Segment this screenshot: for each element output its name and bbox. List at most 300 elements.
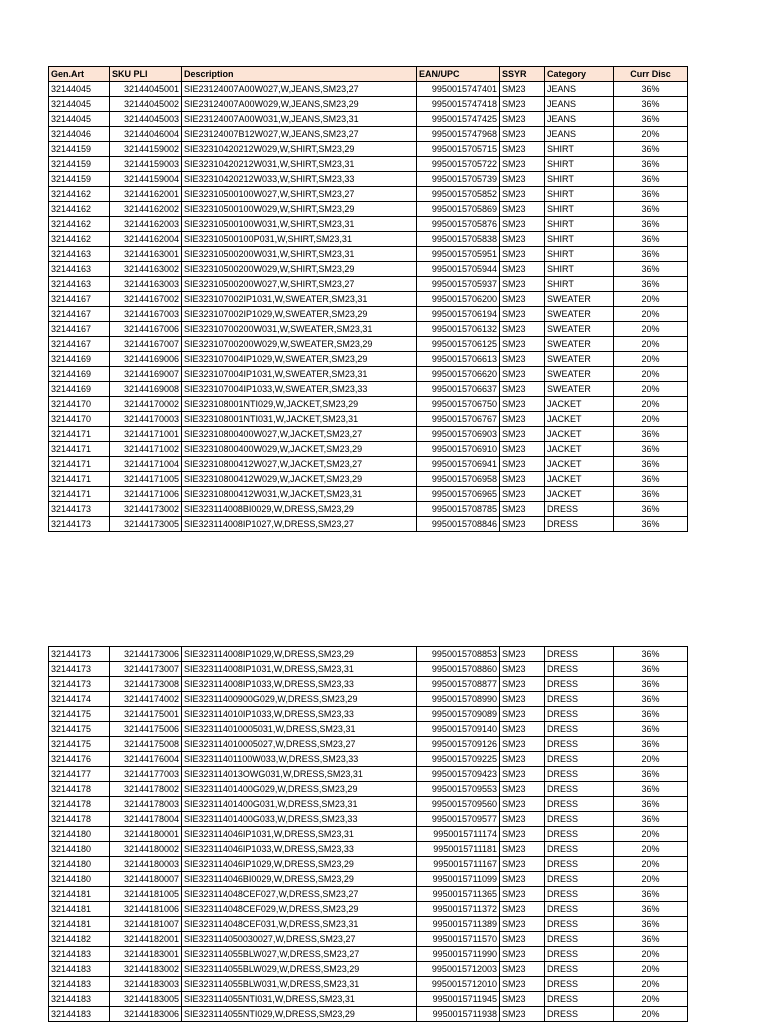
sku-pli-cell: 32144173008 xyxy=(110,677,182,692)
curr-disc-cell: 36% xyxy=(614,902,688,917)
sku-pli-cell: 32144171006 xyxy=(110,487,182,502)
gen-art-cell: 32144167 xyxy=(49,322,110,337)
curr-disc-cell: 36% xyxy=(614,887,688,902)
description-cell: SIE323114008IP1033,W,DRESS,SM23,33 xyxy=(182,677,417,692)
ssyr-cell: SM23 xyxy=(500,1007,545,1022)
sku-pli-cell: 32144175001 xyxy=(110,707,182,722)
category-cell: JACKET xyxy=(545,397,614,412)
sku-pli-cell: 32144173007 xyxy=(110,662,182,677)
gen-art-cell: 32144159 xyxy=(49,157,110,172)
category-cell: SHIRT xyxy=(545,187,614,202)
sku-pli-cell: 32144162003 xyxy=(110,217,182,232)
table-row xyxy=(49,127,688,142)
sku-pli-cell: 32144175008 xyxy=(110,737,182,752)
sku-pli-cell: 32144171001 xyxy=(110,427,182,442)
table-row xyxy=(49,722,688,737)
curr-disc-cell: 36% xyxy=(614,767,688,782)
gen-art-cell: 32144175 xyxy=(49,737,110,752)
curr-disc-cell: 20% xyxy=(614,1007,688,1022)
category-cell: JEANS xyxy=(545,127,614,142)
sku-pli-cell: 32144163003 xyxy=(110,277,182,292)
curr-disc-cell: 20% xyxy=(614,337,688,352)
description-cell: SIE32310500200W027,W,SHIRT,SM23,27 xyxy=(182,277,417,292)
curr-disc-cell: 36% xyxy=(614,707,688,722)
category-cell: DRESS xyxy=(545,797,614,812)
description-cell: SIE323114055NTI029,W,DRESS,SM23,29 xyxy=(182,1007,417,1022)
category-cell: SHIRT xyxy=(545,247,614,262)
ssyr-cell: SM23 xyxy=(500,917,545,932)
ean-upc-cell: 9950015711938 xyxy=(417,1007,500,1022)
ean-upc-cell: 9950015747418 xyxy=(417,97,500,112)
gen-art-cell: 32144176 xyxy=(49,752,110,767)
category-cell: DRESS xyxy=(545,947,614,962)
description-cell: SIE32311400900G029,W,DRESS,SM23,29 xyxy=(182,692,417,707)
ssyr-cell: SM23 xyxy=(500,127,545,142)
sku-pli-cell: 32144173006 xyxy=(110,647,182,662)
ean-upc-cell: 9950015706750 xyxy=(417,397,500,412)
ssyr-cell: SM23 xyxy=(500,412,545,427)
description-cell: SIE32310420212W029,W,SHIRT,SM23,29 xyxy=(182,142,417,157)
sku-pli-cell: 32144180001 xyxy=(110,827,182,842)
sku-pli-cell: 32144181006 xyxy=(110,902,182,917)
curr-disc-cell: 36% xyxy=(614,457,688,472)
description-cell: SIE323114046BI0029,W,DRESS,SM23,29 xyxy=(182,872,417,887)
category-cell: SHIRT xyxy=(545,172,614,187)
description-cell: SIE323114055BLW027,W,DRESS,SM23,27 xyxy=(182,947,417,962)
sku-pli-cell: 32144167007 xyxy=(110,337,182,352)
table-row xyxy=(49,112,688,127)
ssyr-cell: SM23 xyxy=(500,292,545,307)
gen-art-cell: 32144171 xyxy=(49,427,110,442)
category-cell: DRESS xyxy=(545,647,614,662)
table-row xyxy=(49,692,688,707)
curr-disc-cell: 20% xyxy=(614,322,688,337)
ean-upc-cell: 9950015711167 xyxy=(417,857,500,872)
ean-upc-cell: 9950015705869 xyxy=(417,202,500,217)
curr-disc-cell: 36% xyxy=(614,232,688,247)
sku-pli-cell: 32144159002 xyxy=(110,142,182,157)
ean-upc-cell: 9950015709560 xyxy=(417,797,500,812)
curr-disc-cell: 20% xyxy=(614,412,688,427)
sku-table-1 xyxy=(48,66,688,532)
category-cell: DRESS xyxy=(545,932,614,947)
sku-pli-cell: 32144173005 xyxy=(110,517,182,532)
category-cell: DRESS xyxy=(545,812,614,827)
gen-art-cell: 32144173 xyxy=(49,677,110,692)
sku-pli-cell: 32144173002 xyxy=(110,502,182,517)
curr-disc-cell: 20% xyxy=(614,307,688,322)
ean-upc-cell: 9950015708853 xyxy=(417,647,500,662)
curr-disc-cell: 20% xyxy=(614,752,688,767)
ssyr-cell: SM23 xyxy=(500,887,545,902)
sku-pli-cell: 32144170003 xyxy=(110,412,182,427)
curr-disc-cell: 36% xyxy=(614,142,688,157)
header-ean-upc: EAN/UPC xyxy=(417,67,500,82)
category-cell: SHIRT xyxy=(545,217,614,232)
category-cell: JEANS xyxy=(545,97,614,112)
ssyr-cell: SM23 xyxy=(500,962,545,977)
gen-art-cell: 32144173 xyxy=(49,502,110,517)
sku-pli-cell: 32144183006 xyxy=(110,1007,182,1022)
gen-art-cell: 32144180 xyxy=(49,872,110,887)
description-cell: SIE32310800400W027,W,JACKET,SM23,27 xyxy=(182,427,417,442)
table-row xyxy=(49,142,688,157)
table-row xyxy=(49,917,688,932)
ean-upc-cell: 9950015706637 xyxy=(417,382,500,397)
ean-upc-cell: 9950015747425 xyxy=(417,112,500,127)
category-cell: DRESS xyxy=(545,857,614,872)
gen-art-cell: 32144177 xyxy=(49,767,110,782)
curr-disc-cell: 36% xyxy=(614,82,688,97)
category-cell: DRESS xyxy=(545,737,614,752)
gen-art-cell: 32144181 xyxy=(49,887,110,902)
ean-upc-cell: 9950015711174 xyxy=(417,827,500,842)
ssyr-cell: SM23 xyxy=(500,307,545,322)
ean-upc-cell: 9950015706767 xyxy=(417,412,500,427)
description-cell: SIE32311401400G029,W,DRESS,SM23,29 xyxy=(182,782,417,797)
sku-pli-cell: 32144181007 xyxy=(110,917,182,932)
curr-disc-cell: 36% xyxy=(614,112,688,127)
gen-art-cell: 32144173 xyxy=(49,517,110,532)
ean-upc-cell: 9950015712010 xyxy=(417,977,500,992)
description-cell: SIE32310700200W029,W,SWEATER,SM23,29 xyxy=(182,337,417,352)
ssyr-cell: SM23 xyxy=(500,112,545,127)
table-row xyxy=(49,977,688,992)
category-cell: DRESS xyxy=(545,962,614,977)
ean-upc-cell: 9950015706125 xyxy=(417,337,500,352)
gen-art-cell: 32144182 xyxy=(49,932,110,947)
ssyr-cell: SM23 xyxy=(500,397,545,412)
gen-art-cell: 32144162 xyxy=(49,217,110,232)
sku-table-2 xyxy=(48,646,688,1022)
description-cell: SIE323114046IP1029,W,DRESS,SM23,29 xyxy=(182,857,417,872)
ssyr-cell: SM23 xyxy=(500,902,545,917)
ean-upc-cell: 9950015708860 xyxy=(417,662,500,677)
sku-pli-cell: 32144171005 xyxy=(110,472,182,487)
ssyr-cell: SM23 xyxy=(500,367,545,382)
curr-disc-cell: 20% xyxy=(614,992,688,1007)
gen-art-cell: 32144181 xyxy=(49,917,110,932)
gen-art-cell: 32144175 xyxy=(49,707,110,722)
ean-upc-cell: 9950015711372 xyxy=(417,902,500,917)
ssyr-cell: SM23 xyxy=(500,947,545,962)
sku-pli-cell: 32144171004 xyxy=(110,457,182,472)
gen-art-cell: 32144173 xyxy=(49,647,110,662)
curr-disc-cell: 36% xyxy=(614,157,688,172)
gen-art-cell: 32144178 xyxy=(49,812,110,827)
category-cell: SHIRT xyxy=(545,202,614,217)
description-cell: SIE32310500100W029,W,SHIRT,SM23,29 xyxy=(182,202,417,217)
description-cell: SIE323114055BLW031,W,DRESS,SM23,31 xyxy=(182,977,417,992)
ean-upc-cell: 9950015711181 xyxy=(417,842,500,857)
curr-disc-cell: 36% xyxy=(614,722,688,737)
ssyr-cell: SM23 xyxy=(500,322,545,337)
description-cell: SIE323114013OWG031,W,DRESS,SM23,31 xyxy=(182,767,417,782)
sku-pli-cell: 32144169006 xyxy=(110,352,182,367)
gen-art-cell: 32144174 xyxy=(49,692,110,707)
curr-disc-cell: 36% xyxy=(614,442,688,457)
description-cell: SIE323114048CEF029,W,DRESS,SM23,29 xyxy=(182,902,417,917)
table-row xyxy=(49,157,688,172)
sku-pli-cell: 32144045003 xyxy=(110,112,182,127)
ean-upc-cell: 9950015711990 xyxy=(417,947,500,962)
table-row xyxy=(49,457,688,472)
description-cell: SIE323114046IP1031,W,DRESS,SM23,31 xyxy=(182,827,417,842)
ean-upc-cell: 9950015706965 xyxy=(417,487,500,502)
description-cell: SIE323108001NTI029,W,JACKET,SM23,29 xyxy=(182,397,417,412)
category-cell: DRESS xyxy=(545,902,614,917)
description-cell: SIE23124007B12W027,W,JEANS,SM23,27 xyxy=(182,127,417,142)
table-row xyxy=(49,962,688,977)
category-cell: DRESS xyxy=(545,502,614,517)
description-cell: SIE323114008IP1029,W,DRESS,SM23,29 xyxy=(182,647,417,662)
ssyr-cell: SM23 xyxy=(500,337,545,352)
sku-pli-cell: 32144177003 xyxy=(110,767,182,782)
sku-pli-cell: 32144169008 xyxy=(110,382,182,397)
category-cell: SHIRT xyxy=(545,157,614,172)
sku-pli-cell: 32144162001 xyxy=(110,187,182,202)
table-row xyxy=(49,502,688,517)
description-cell: SIE323114055NTI031,W,DRESS,SM23,31 xyxy=(182,992,417,1007)
curr-disc-cell: 36% xyxy=(614,782,688,797)
ean-upc-cell: 9950015708877 xyxy=(417,677,500,692)
gen-art-cell: 32144181 xyxy=(49,902,110,917)
description-cell: SIE32310800412W031,W,JACKET,SM23,31 xyxy=(182,487,417,502)
curr-disc-cell: 20% xyxy=(614,292,688,307)
category-cell: DRESS xyxy=(545,722,614,737)
table-row xyxy=(49,932,688,947)
sku-pli-cell: 32144159003 xyxy=(110,157,182,172)
header-gen-art: Gen.Art xyxy=(49,67,110,82)
ean-upc-cell: 9950015709423 xyxy=(417,767,500,782)
ean-upc-cell: 9950015709225 xyxy=(417,752,500,767)
ean-upc-cell: 9950015705739 xyxy=(417,172,500,187)
sku-pli-cell: 32144171002 xyxy=(110,442,182,457)
ssyr-cell: SM23 xyxy=(500,427,545,442)
curr-disc-cell: 20% xyxy=(614,397,688,412)
sku-pli-cell: 32144167003 xyxy=(110,307,182,322)
ean-upc-cell: 9950015706613 xyxy=(417,352,500,367)
sku-pli-cell: 32144180002 xyxy=(110,842,182,857)
ssyr-cell: SM23 xyxy=(500,517,545,532)
table-row xyxy=(49,292,688,307)
ssyr-cell: SM23 xyxy=(500,827,545,842)
gen-art-cell: 32144163 xyxy=(49,262,110,277)
table-row xyxy=(49,1007,688,1022)
table-row xyxy=(49,827,688,842)
curr-disc-cell: 36% xyxy=(614,812,688,827)
sku-pli-cell: 32144178003 xyxy=(110,797,182,812)
table-row xyxy=(49,517,688,532)
curr-disc-cell: 36% xyxy=(614,647,688,662)
category-cell: DRESS xyxy=(545,1007,614,1022)
header-curr-disc: Curr Disc xyxy=(614,67,688,82)
sku-pli-cell: 32144175006 xyxy=(110,722,182,737)
ean-upc-cell: 9950015709553 xyxy=(417,782,500,797)
description-cell: SIE32310800412W027,W,JACKET,SM23,27 xyxy=(182,457,417,472)
description-cell: SIE32311401100W033,W,DRESS,SM23,33 xyxy=(182,752,417,767)
gen-art-cell: 32144183 xyxy=(49,947,110,962)
category-cell: DRESS xyxy=(545,677,614,692)
sku-pli-cell: 32144183003 xyxy=(110,977,182,992)
ean-upc-cell: 9950015705722 xyxy=(417,157,500,172)
category-cell: DRESS xyxy=(545,992,614,1007)
ssyr-cell: SM23 xyxy=(500,142,545,157)
description-cell: SIE323114010005027,W,DRESS,SM23,27 xyxy=(182,737,417,752)
ean-upc-cell: 9950015711570 xyxy=(417,932,500,947)
sku-pli-cell: 32144183001 xyxy=(110,947,182,962)
table-row xyxy=(49,337,688,352)
ean-upc-cell: 9950015708785 xyxy=(417,502,500,517)
curr-disc-cell: 20% xyxy=(614,857,688,872)
curr-disc-cell: 36% xyxy=(614,172,688,187)
gen-art-cell: 32144183 xyxy=(49,977,110,992)
category-cell: DRESS xyxy=(545,782,614,797)
category-cell: DRESS xyxy=(545,917,614,932)
curr-disc-cell: 36% xyxy=(614,97,688,112)
table-row xyxy=(49,397,688,412)
ssyr-cell: SM23 xyxy=(500,262,545,277)
description-cell: SIE32310500100W027,W,SHIRT,SM23,27 xyxy=(182,187,417,202)
category-cell: SWEATER xyxy=(545,367,614,382)
table-row xyxy=(49,767,688,782)
ssyr-cell: SM23 xyxy=(500,977,545,992)
table-row xyxy=(49,872,688,887)
category-cell: SHIRT xyxy=(545,232,614,247)
table-row xyxy=(49,812,688,827)
table-row xyxy=(49,487,688,502)
table-row xyxy=(49,442,688,457)
description-cell: SIE32311401400G031,W,DRESS,SM23,31 xyxy=(182,797,417,812)
gen-art-cell: 32144159 xyxy=(49,142,110,157)
table-row xyxy=(49,842,688,857)
curr-disc-cell: 36% xyxy=(614,917,688,932)
table-row xyxy=(49,307,688,322)
ssyr-cell: SM23 xyxy=(500,442,545,457)
description-cell: SIE323107004IP1033,W,SWEATER,SM23,33 xyxy=(182,382,417,397)
sku-pli-cell: 32144045002 xyxy=(110,97,182,112)
ean-upc-cell: 9950015709126 xyxy=(417,737,500,752)
category-cell: DRESS xyxy=(545,872,614,887)
gen-art-cell: 32144045 xyxy=(49,112,110,127)
description-cell: SIE323107002IP1031,W,SWEATER,SM23,31 xyxy=(182,292,417,307)
gen-art-cell: 32144170 xyxy=(49,397,110,412)
ssyr-cell: SM23 xyxy=(500,157,545,172)
table-row xyxy=(49,947,688,962)
gen-art-cell: 32144173 xyxy=(49,662,110,677)
curr-disc-cell: 36% xyxy=(614,737,688,752)
ssyr-cell: SM23 xyxy=(500,737,545,752)
category-cell: JACKET xyxy=(545,487,614,502)
sku-pli-cell: 32144159004 xyxy=(110,172,182,187)
ean-upc-cell: 9950015705838 xyxy=(417,232,500,247)
ssyr-cell: SM23 xyxy=(500,722,545,737)
description-cell: SIE32310500100P031,W,SHIRT,SM23,31 xyxy=(182,232,417,247)
sku-pli-cell: 32144163001 xyxy=(110,247,182,262)
header-row xyxy=(49,67,688,82)
description-cell: SIE32310800412W029,W,JACKET,SM23,29 xyxy=(182,472,417,487)
table-row xyxy=(49,427,688,442)
description-cell: SIE32310800400W029,W,JACKET,SM23,29 xyxy=(182,442,417,457)
gen-art-cell: 32144162 xyxy=(49,232,110,247)
table-row xyxy=(49,902,688,917)
ean-upc-cell: 9950015706620 xyxy=(417,367,500,382)
category-cell: JEANS xyxy=(545,82,614,97)
category-cell: DRESS xyxy=(545,842,614,857)
curr-disc-cell: 36% xyxy=(614,427,688,442)
curr-disc-cell: 36% xyxy=(614,517,688,532)
curr-disc-cell: 20% xyxy=(614,947,688,962)
ssyr-cell: SM23 xyxy=(500,872,545,887)
category-cell: JACKET xyxy=(545,427,614,442)
curr-disc-cell: 20% xyxy=(614,382,688,397)
curr-disc-cell: 20% xyxy=(614,827,688,842)
gen-art-cell: 32144046 xyxy=(49,127,110,142)
table-row xyxy=(49,217,688,232)
gen-art-cell: 32144175 xyxy=(49,722,110,737)
ean-upc-cell: 9950015712003 xyxy=(417,962,500,977)
ean-upc-cell: 9950015711945 xyxy=(417,992,500,1007)
table-row xyxy=(49,752,688,767)
ssyr-cell: SM23 xyxy=(500,187,545,202)
description-cell: SIE323107002IP1029,W,SWEATER,SM23,29 xyxy=(182,307,417,322)
table-row xyxy=(49,247,688,262)
curr-disc-cell: 36% xyxy=(614,187,688,202)
sku-pli-cell: 32144183002 xyxy=(110,962,182,977)
description-cell: SIE323114008IP1027,W,DRESS,SM23,27 xyxy=(182,517,417,532)
sku-pli-cell: 32144176004 xyxy=(110,752,182,767)
category-cell: SWEATER xyxy=(545,322,614,337)
ssyr-cell: SM23 xyxy=(500,782,545,797)
header-category: Category xyxy=(545,67,614,82)
category-cell: JACKET xyxy=(545,457,614,472)
sku-pli-cell: 32144162002 xyxy=(110,202,182,217)
ssyr-cell: SM23 xyxy=(500,472,545,487)
table-row xyxy=(49,277,688,292)
gen-art-cell: 32144163 xyxy=(49,277,110,292)
category-cell: DRESS xyxy=(545,662,614,677)
sku-pli-cell: 32144183005 xyxy=(110,992,182,1007)
curr-disc-cell: 20% xyxy=(614,127,688,142)
ssyr-cell: SM23 xyxy=(500,82,545,97)
sku-pli-cell: 32144046004 xyxy=(110,127,182,142)
description-cell: SIE32310500200W029,W,SHIRT,SM23,29 xyxy=(182,262,417,277)
table-row xyxy=(49,647,688,662)
ean-upc-cell: 9950015706200 xyxy=(417,292,500,307)
ssyr-cell: SM23 xyxy=(500,97,545,112)
table-row xyxy=(49,262,688,277)
description-cell: SIE323114010IP1033,W,DRESS,SM23,33 xyxy=(182,707,417,722)
ssyr-cell: SM23 xyxy=(500,232,545,247)
gen-art-cell: 32144162 xyxy=(49,202,110,217)
category-cell: JACKET xyxy=(545,442,614,457)
ssyr-cell: SM23 xyxy=(500,752,545,767)
gen-art-cell: 32144171 xyxy=(49,487,110,502)
table-row xyxy=(49,187,688,202)
curr-disc-cell: 36% xyxy=(614,692,688,707)
ean-upc-cell: 9950015709140 xyxy=(417,722,500,737)
curr-disc-cell: 20% xyxy=(614,842,688,857)
sku-pli-cell: 32144162004 xyxy=(110,232,182,247)
curr-disc-cell: 20% xyxy=(614,977,688,992)
ean-upc-cell: 9950015706941 xyxy=(417,457,500,472)
ssyr-cell: SM23 xyxy=(500,692,545,707)
ssyr-cell: SM23 xyxy=(500,277,545,292)
gen-art-cell: 32144171 xyxy=(49,442,110,457)
category-cell: JACKET xyxy=(545,472,614,487)
table-row xyxy=(49,322,688,337)
ssyr-cell: SM23 xyxy=(500,707,545,722)
